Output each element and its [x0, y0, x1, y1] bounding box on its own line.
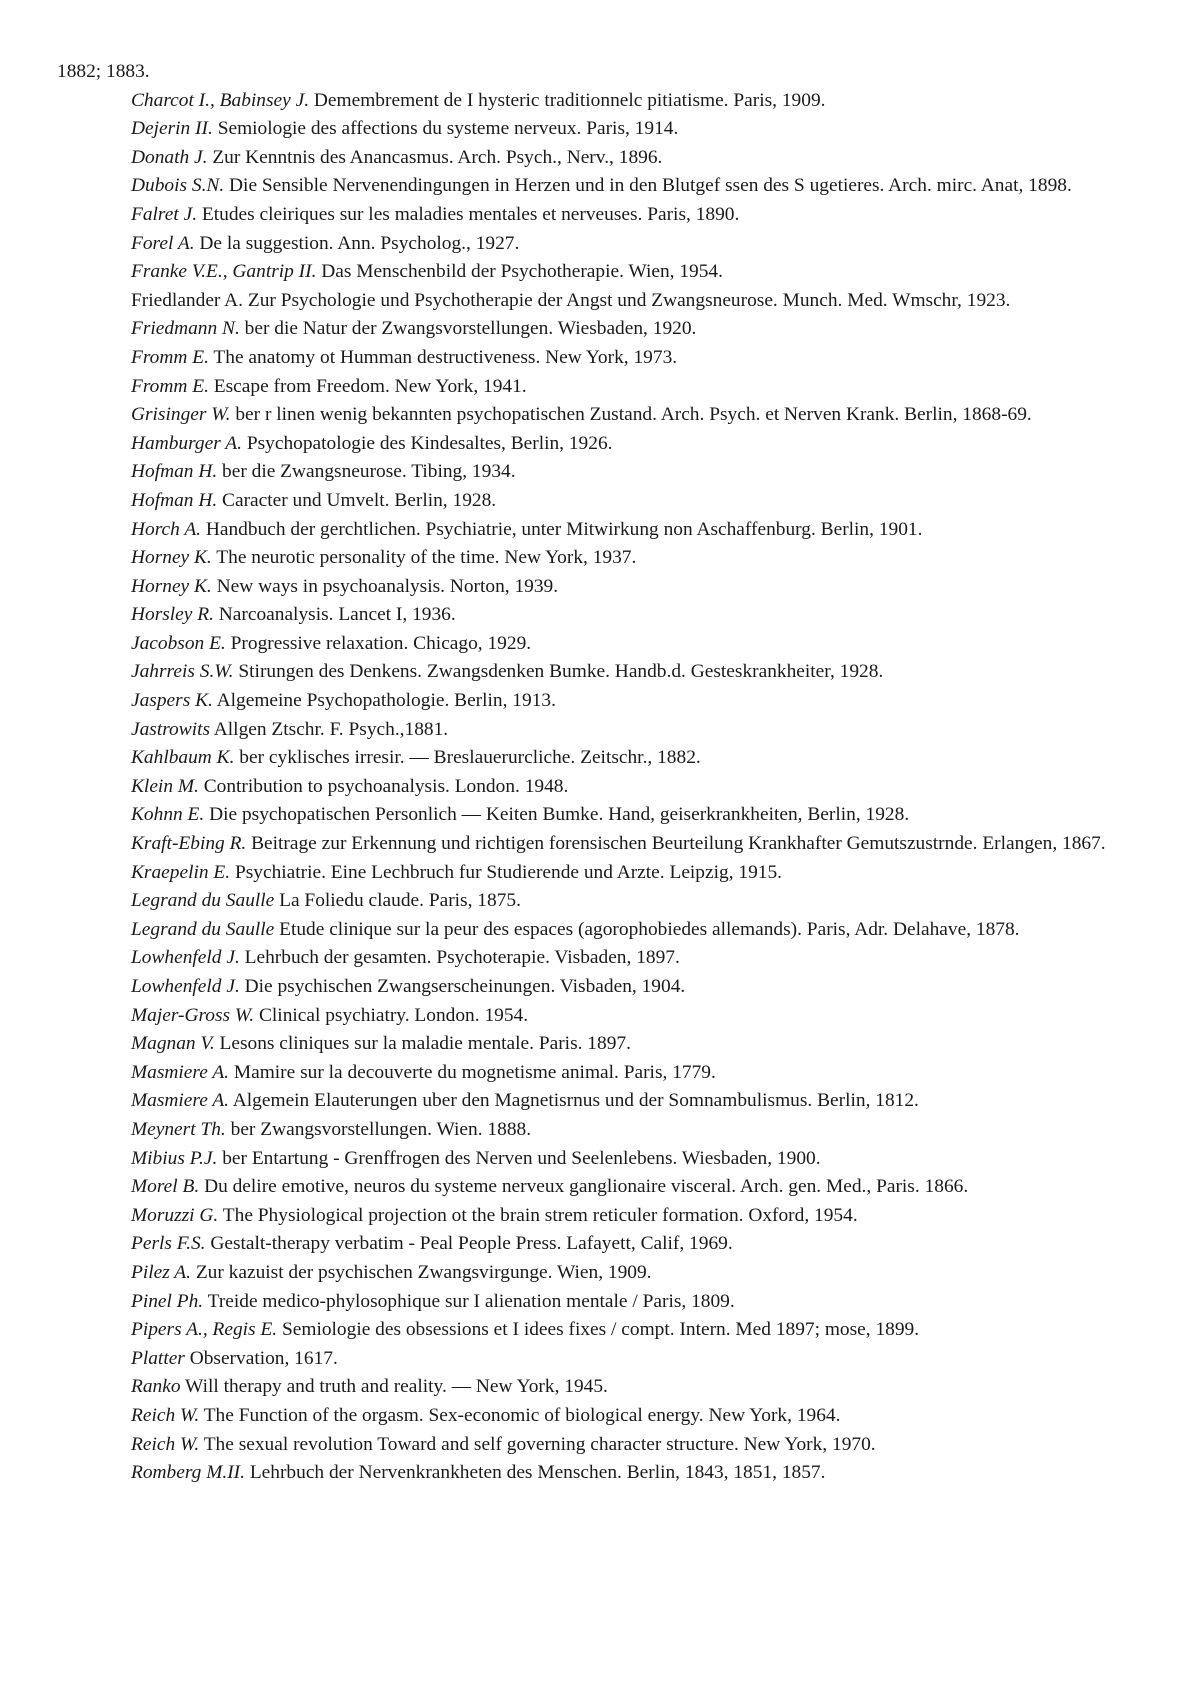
entry-details: Lesons cliniques sur la maladie mentale. Paris. 1897.	[214, 1033, 631, 1055]
entry-author: Ranko	[131, 1376, 181, 1398]
bibliography-entry	[57, 544, 1152, 573]
entry-details: Du delire emotive, neuros du systeme nerveux ganglionaire visceral. Arch. gen. Med., Paris. 1866.	[199, 1176, 969, 1198]
entry-details: Stirungen des Denkens. Zwangsdenken Bumke. Handb.d. Gesteskrankheiter, 1928.	[233, 661, 884, 683]
bibliography-entry	[57, 916, 1152, 945]
entry-author: Horsley R.	[131, 604, 214, 626]
entry-details: Das Menschenbild der Psychotherapie. Wien, 1954.	[316, 261, 723, 283]
bibliography-entry	[57, 716, 1152, 745]
bibliography-entry	[57, 201, 1152, 230]
entry-author: Legrand du Saulle	[131, 918, 275, 940]
bibliography-entry	[57, 1345, 1152, 1374]
entry-author: Dejerin II.	[131, 118, 213, 140]
entry-author: Forel A.	[131, 232, 195, 254]
bibliography-entry	[57, 744, 1152, 773]
entry-author: Pipers A., Regis E.	[131, 1319, 278, 1341]
entry-author: Horney K.	[131, 547, 212, 569]
bibliography-entry	[57, 287, 1152, 316]
entry-details: Progressive relaxation. Chicago, 1929.	[225, 632, 532, 654]
entry-author: Romberg M.II.	[131, 1462, 245, 1484]
entry-author: Legrand du Saulle	[131, 890, 275, 912]
bibliography-entry	[57, 115, 1152, 144]
bibliography-entry	[57, 487, 1152, 516]
entry-details: Algemeine Psychopathologie. Berlin, 1913.	[212, 690, 556, 712]
entry-details: Caracter und Umvelt. Berlin, 1928.	[217, 489, 497, 511]
bibliography-entry	[57, 516, 1152, 545]
bibliography-entry	[57, 801, 1152, 830]
bibliography-entry	[57, 887, 1152, 916]
bibliography-entry	[57, 1402, 1152, 1431]
entry-details: Observation, 1617.	[184, 1347, 338, 1369]
entry-details: ber die Zwangsneurose. Tibing, 1934.	[217, 461, 516, 483]
bibliography-entry	[57, 687, 1152, 716]
bibliography-entry	[57, 1316, 1152, 1345]
entry-author: Horney K.	[131, 575, 212, 597]
entry-author: Donath J.	[131, 146, 208, 168]
entry-details: Friedlander A. Zur Psychologie und Psychotherapie der Angst und Zwangsneurose. Munch. Med. Wmschr, 1923.	[131, 289, 1011, 311]
entry-details: Treide medico-phylosophique sur I alienation mentale / Paris, 1809.	[203, 1290, 735, 1312]
bibliography-entry	[57, 315, 1152, 344]
entry-details: ber die Natur der Zwangsvorstellungen. Wiesbaden, 1920.	[239, 318, 697, 340]
entry-author: Morel B.	[131, 1176, 200, 1198]
entry-author: Mibius P.J.	[131, 1147, 218, 1169]
entry-author: Jacobson E.	[131, 632, 226, 654]
entry-details: Die psychopatischen Personlich — Keiten Bumke. Hand, geiserkrankheiten, Berlin, 1928.	[204, 804, 910, 826]
entry-details: New ways in psychoanalysis. Norton, 1939.	[211, 575, 559, 597]
entry-author: Franke V.E., Gantrip II.	[131, 261, 317, 283]
entry-details: Beitrage zur Erkennung und richtigen forensischen Beurteilung Krankhafter Gemutszustrnde. Erlangen, 1867.	[246, 833, 1106, 855]
entry-details: Clinical psychiatry. London. 1954.	[254, 1004, 529, 1026]
entry-author: Hofman H.	[131, 489, 218, 511]
entry-author: Jahrreis S.W.	[131, 661, 234, 683]
entry-author: Lowhenfeld J.	[131, 947, 240, 969]
entry-author: Friedmann N.	[131, 318, 240, 340]
bibliography-entry	[57, 1202, 1152, 1231]
entry-details: Handbuch der gerchtlichen. Psychiatrie, unter Mitwirkung non Aschaffenburg. Berlin, 1901.	[201, 518, 923, 540]
bibliography-entry	[57, 1116, 1152, 1145]
entry-details: Escape from Freedom. New York, 1941.	[208, 375, 527, 397]
entry-author: Majer-Gross W.	[131, 1004, 255, 1026]
entry-author: Klein M.	[131, 775, 199, 797]
entry-author: Kraft-Ebing R.	[131, 833, 247, 855]
entry-author: Falret J.	[131, 203, 198, 225]
entry-details: The sexual revolution Toward and self governing character structure. New York, 1970.	[199, 1433, 876, 1455]
continuation-line: 1882; 1883.	[57, 61, 150, 82]
entry-details: Etudes cleiriques sur les maladies mentales et nerveuses. Paris, 1890.	[197, 203, 740, 225]
entry-details: Semiologie des obsessions et I idees fixes / compt. Intern. Med 1897; mose, 1899.	[277, 1319, 920, 1341]
bibliography-entry	[57, 773, 1152, 802]
entry-details: Zur Kenntnis des Anancasmus. Arch. Psych., Nerv., 1896.	[207, 146, 663, 168]
entry-author: Magnan V.	[131, 1033, 215, 1055]
entry-details: Demembrement de I hysteric traditionnelc pitiatisme. Paris, 1909.	[309, 89, 826, 111]
entry-author: Reich W.	[131, 1404, 200, 1426]
entry-author: Pinel Ph.	[131, 1290, 204, 1312]
bibliography-entry	[57, 1230, 1152, 1259]
entry-details: Gestalt-therapy verbatim - Peal People Press. Lafayett, Calif, 1969.	[205, 1233, 733, 1255]
bibliography-entry	[57, 1173, 1152, 1202]
entry-author: Reich W.	[131, 1433, 200, 1455]
bibliography-entry	[57, 1459, 1152, 1488]
entry-author: Pilez A.	[131, 1261, 191, 1283]
entry-author: Kohnn E.	[131, 804, 205, 826]
entry-details: Lehrbuch der Nervenkrankheten des Menschen. Berlin, 1843, 1851, 1857.	[244, 1462, 826, 1484]
entry-details: Narcoanalysis. Lancet I, 1936.	[213, 604, 456, 626]
entry-author: Hamburger A.	[131, 432, 242, 454]
entry-author: Lowhenfeld J.	[131, 976, 240, 997]
entry-details: Mamire sur la decouverte du mognetisme animal. Paris, 1779.	[229, 1061, 716, 1083]
entry-details: Zur kazuist der psychischen Zwangsvirgunge. Wien, 1909.	[190, 1261, 652, 1283]
bibliography-entry	[57, 973, 1152, 1002]
entry-details: ber cyklisches irresir. — Breslauerurcliche. Zeitschr., 1882.	[234, 747, 701, 769]
bibliography-entry	[57, 630, 1152, 659]
bibliography-entry	[57, 458, 1152, 487]
entry-details: The neurotic personality of the time. New York, 1937.	[211, 547, 637, 569]
entry-author: Masmiere A.	[131, 1061, 230, 1083]
entry-details: ber Zwangsvorstellungen. Wien. 1888.	[225, 1118, 532, 1140]
entry-details: La Foliedu claude. Paris, 1875.	[274, 890, 521, 912]
bibliography-entry	[57, 87, 1152, 116]
bibliography-entry	[57, 373, 1152, 402]
bibliography-entry	[57, 1145, 1152, 1174]
bibliography-entry	[57, 830, 1152, 859]
entry-details: Etude clinique sur la peur des espaces (agorophobiedes allemands). Paris, Adr. Delahave, 1878.	[274, 918, 1020, 940]
bibliography-entry	[57, 859, 1152, 888]
entry-details: Psychiatrie. Eine Lechbruch fur Studierende und Arzte. Leipzig, 1915.	[230, 861, 783, 883]
entry-author: Platter	[131, 1347, 185, 1369]
bibliography-entry	[57, 144, 1152, 173]
entry-author: Kraepelin E.	[131, 861, 231, 883]
entry-author: Moruzzi G.	[131, 1204, 219, 1226]
entry-details: Die Sensible Nervenendingungen in Herzen und in den Blutgef ssen des S ugetieres. Arch. mirc. Anat, 1898.	[224, 175, 1072, 197]
bibliography-entry	[57, 573, 1152, 602]
entry-details: Lehrbuch der gesamten. Psychoterapie. Visbaden, 1897.	[239, 947, 680, 969]
entry-details: The Physiological projection ot the brain strem reticuler formation. Oxford, 1954.	[218, 1204, 858, 1226]
entry-author: Masmiere A.	[131, 1090, 230, 1112]
entry-author: Meynert Th.	[131, 1118, 226, 1140]
entry-author: Fromm E.	[131, 375, 209, 397]
bibliography-entry	[57, 430, 1152, 459]
bibliography-entry	[57, 258, 1152, 287]
bibliography-entry	[57, 1431, 1152, 1460]
entry-details: ber r linen wenig bekannten psychopatischen Zustand. Arch. Psych. et Nerven Krank. Berlin, 1868-69.	[230, 404, 1032, 426]
entry-author: Jastrowits	[131, 718, 211, 740]
entry-details: Allgen Ztschr. F. Psych.,1881.	[210, 718, 449, 740]
bibliography-entry	[57, 1373, 1152, 1402]
bibliography-entry	[57, 944, 1152, 973]
entry-details: Contribution to psychoanalysis. London. 1948.	[198, 775, 569, 797]
entry-details: The Function of the orgasm. Sex-economic of biological energy. New York, 1964.	[199, 1404, 841, 1426]
entry-details: Algemein Elauterungen uber den Magnetisrnus und der Somnambulismus. Berlin, 1812.	[229, 1090, 919, 1112]
entry-author: Grisinger W.	[131, 404, 231, 426]
entry-author: Charcot I., Babinsey J.	[131, 89, 310, 111]
bibliography-entry	[57, 1259, 1152, 1288]
entry-author: Hofman H.	[131, 461, 218, 483]
entry-author: Kahlbaum K.	[131, 747, 235, 769]
bibliography-entry	[57, 1002, 1152, 1031]
bibliography-entry	[57, 1087, 1152, 1116]
entry-details: Semiologie des affections du systeme nerveux. Paris, 1914.	[212, 118, 679, 140]
bibliography-entry	[57, 1030, 1152, 1059]
entry-details: Psychopatologie des Kindesaltes, Berlin, 1926.	[241, 432, 613, 454]
entry-details: The anatomy ot Humman destructiveness. New York, 1973.	[208, 346, 678, 368]
bibliography-entry	[57, 401, 1152, 430]
bibliography-entry	[57, 1288, 1152, 1317]
bibliography-entry	[57, 658, 1152, 687]
bibliography-entry	[57, 601, 1152, 630]
bibliography-entry	[57, 344, 1152, 373]
entry-author: Jaspers K.	[131, 690, 213, 712]
entry-author: Fromm E.	[131, 346, 209, 368]
entry-details: Will therapy and truth and reality. — New York, 1945.	[180, 1376, 608, 1398]
entry-details: De la suggestion. Ann. Psycholog., 1927.	[194, 232, 520, 254]
entry-author: Perls F.S.	[131, 1233, 206, 1255]
bibliography-entry	[57, 1059, 1152, 1088]
bibliography-entry	[57, 172, 1152, 201]
entry-author: Dubois S.N.	[131, 175, 225, 197]
entry-details: Die psychischen Zwangserscheinungen. Visbaden, 1904.	[239, 976, 686, 997]
bibliography-list	[57, 87, 1152, 1488]
entry-details: ber Entartung - Grenffrogen des Nerven und Seelenlebens. Wiesbaden, 1900.	[217, 1147, 821, 1169]
bibliography-entry	[57, 230, 1152, 259]
entry-author: Horch A.	[131, 518, 202, 540]
